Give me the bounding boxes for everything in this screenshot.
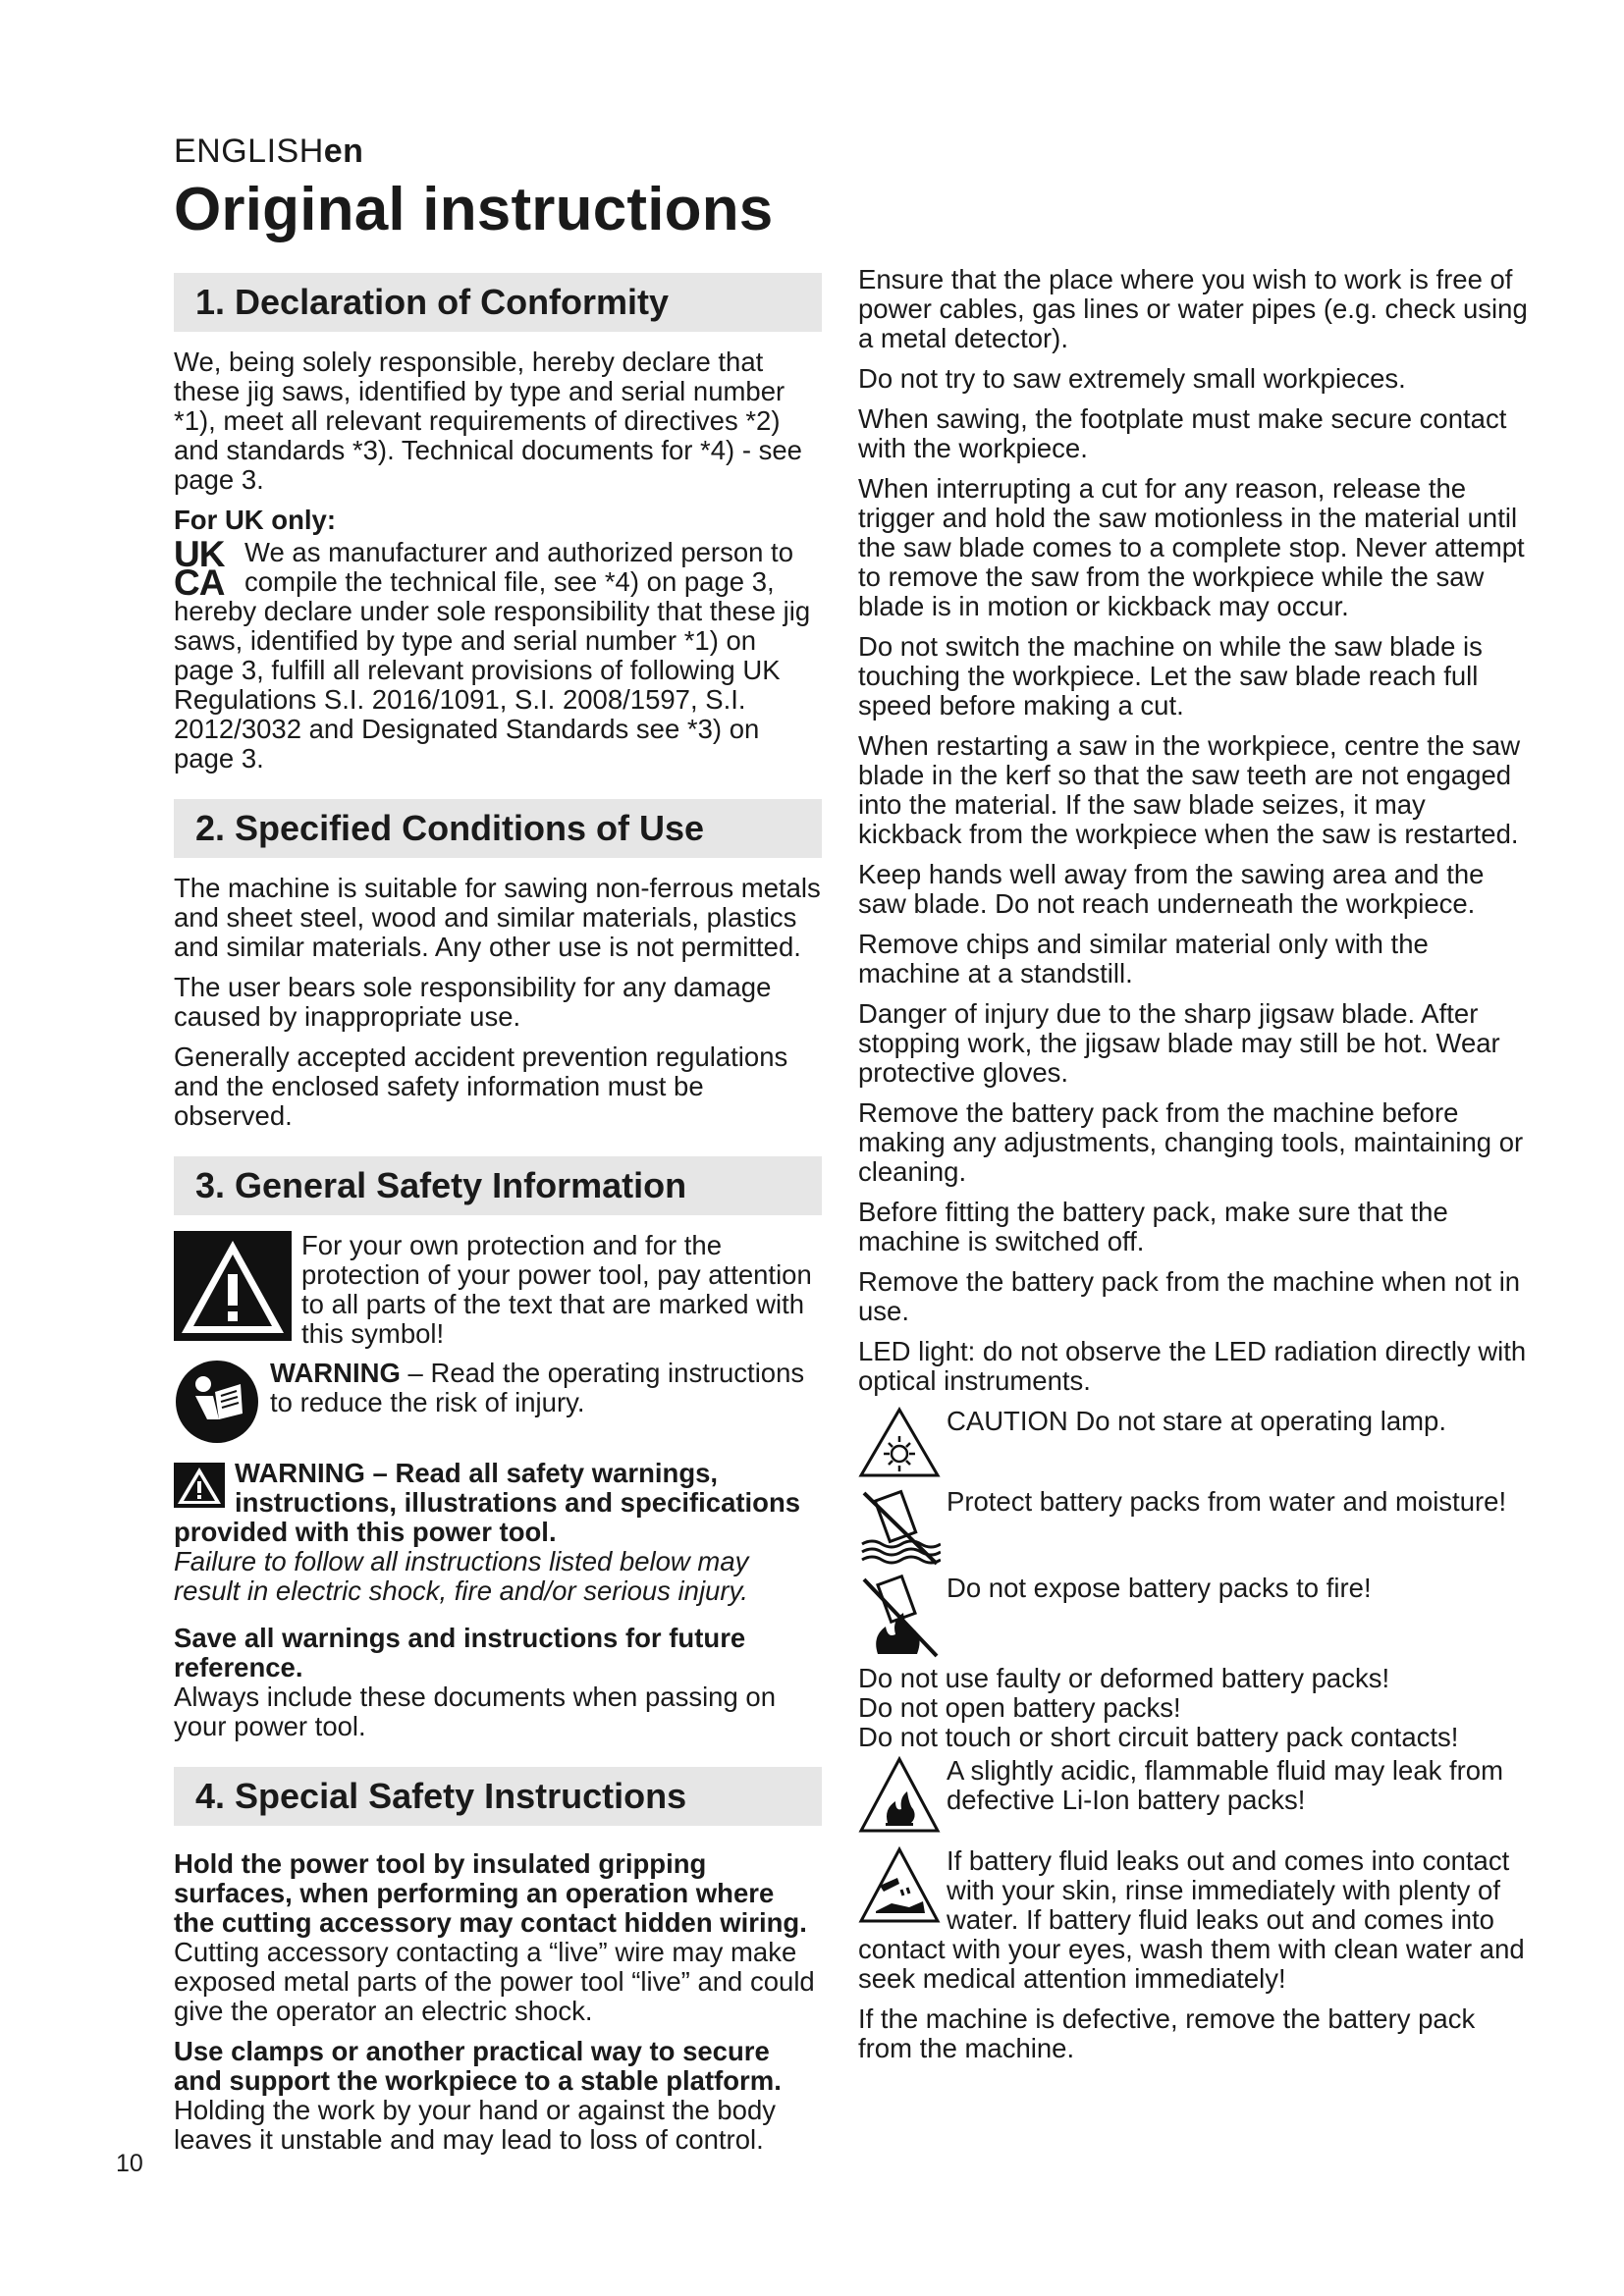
read-all-warnings-text: WARNING – Read all safety warnings, instructions, illustrations and specifications provided with this power tool. xyxy=(174,1458,801,1547)
clamps-heading: Use clamps or another practical way to secure and support the workpiece to a stable platform. xyxy=(174,2036,782,2096)
uk-paragraph xyxy=(174,534,822,774)
caution-lamp-text: CAUTION Do not stare at operating lamp. xyxy=(947,1406,1446,1436)
language-name: ENGLISH xyxy=(174,133,324,170)
safety-text-r9: Danger of injury due to the sharp jigsaw blade. After stopping work, the jigsaw blade may still be hot. Wear protective gloves. xyxy=(858,998,1500,1088)
conformity-text: We, being solely responsible, hereby declare that these jig saws, identified by type and serial number *1), meet all relevant requirements of directives *2) and standards *3). Technical documents for *4) - see page 3. xyxy=(174,347,802,495)
attention-symbol-row xyxy=(174,1231,822,1349)
acid-row xyxy=(858,1756,1536,1839)
safety-text-r11: Before fitting the battery pack, make sure that the machine is switched off. xyxy=(858,1197,1448,1256)
conditions-text-1: The machine is suitable for sawing non-ferrous metals and sheet steel, wood and similar materials, plastics and similar materials. Any other use is not permitted. xyxy=(174,873,821,962)
safety-text-r1: Ensure that the place where you wish to work is free of power cables, gas lines or water pipes (e.g. check using a metal detector). xyxy=(858,264,1528,353)
save-instructions-paragraph xyxy=(174,1624,822,1741)
page-number: 10 xyxy=(116,2150,143,2177)
ukca-mark-top: UK xyxy=(174,534,225,574)
flammable-warning-icon xyxy=(858,1756,941,1835)
uk-declaration-text: We as manufacturer and authorized person to compile the technical file, see *4) on page 3, hereby declare under sole responsibility that these jig saws, identified by type and serial number *1) on page 3, fulfill all relevant provisions of following UK Regulations S.I. 2016/1091, S.I. 2008/1597, S.I. 2012/3032 and Designated Standards see *3) on page 3. xyxy=(174,537,811,774)
right-column xyxy=(858,265,1536,2074)
uk-only-heading: For UK only: xyxy=(174,505,336,535)
safety-text-r10: Remove the battery pack from the machine before making any adjustments, changing tools, maintaining or cleaning. xyxy=(858,1097,1524,1187)
save-instructions-text: Always include these documents when passing on your power tool. xyxy=(174,1682,777,1741)
insulated-grip-paragraph xyxy=(174,1849,822,2026)
faulty-pack-text: Do not use faulty or deformed battery packs! xyxy=(858,1663,1390,1693)
clamps-paragraph xyxy=(174,2037,822,2155)
conditions-text-3: Generally accepted accident prevention regulations and the enclosed safety information must be observed. xyxy=(174,1041,788,1131)
read-manual-warning-label: WARNING xyxy=(270,1358,401,1388)
read-manual-warning-text: – Read the operating instructions to reduce the risk of injury. xyxy=(270,1358,805,1417)
safety-text-r2: Do not try to saw extremely small workpieces. xyxy=(858,363,1406,394)
section-heading-special-safety: 4. Special Safety Instructions xyxy=(174,1767,822,1826)
no-water-icon xyxy=(858,1487,941,1568)
open-pack-text: Do not open battery packs! xyxy=(858,1692,1181,1723)
water-row xyxy=(858,1487,1536,1570)
small-warning-icon xyxy=(174,1463,225,1508)
water-text: Protect battery packs from water and moisture! xyxy=(947,1486,1507,1517)
section-heading-conformity: 1. Declaration of Conformity xyxy=(174,273,822,332)
safety-warning-paragraph xyxy=(174,1459,822,1606)
insulated-grip-text: Cutting accessory contacting a “live” wire may make exposed metal parts of the power tool “live” and could give the operator an electric shock. xyxy=(174,1937,815,2026)
read-manual-icon xyxy=(174,1359,260,1445)
safety-text-r7: Keep hands well away from the sawing area and the saw blade. Do not reach underneath the workpiece. xyxy=(858,859,1485,919)
language-label xyxy=(174,133,363,171)
safety-text-r6: When restarting a saw in the workpiece, centre the saw blade in the kerf so that the saw teeth are not engaged into the material. If the saw blade seizes, it may kickback from the workpiece when the saw is restarted. xyxy=(858,730,1521,849)
warning-triangle-icon xyxy=(174,1231,292,1341)
no-fire-icon xyxy=(858,1574,941,1660)
caution-lamp-row xyxy=(858,1407,1536,1483)
ukca-mark-bottom: CA xyxy=(174,562,225,603)
read-manual-text xyxy=(270,1359,822,1417)
section-heading-general-safety: 3. General Safety Information xyxy=(174,1156,822,1215)
safety-text-r5: Do not switch the machine on while the saw blade is touching the workpiece. Let the saw blade reach full speed before making a cut. xyxy=(858,631,1483,721)
conditions-text-2: The user bears sole responsibility for any damage caused by inappropriate use. xyxy=(174,972,772,1032)
language-code: en xyxy=(323,133,364,170)
left-column xyxy=(174,273,822,2165)
fire-row xyxy=(858,1574,1536,1664)
defect-text: If the machine is defective, remove the battery pack from the machine. xyxy=(858,2003,1476,2063)
ukca-mark-icon xyxy=(174,534,239,603)
section-heading-conditions: 2. Specified Conditions of Use xyxy=(174,799,822,858)
safety-text-r3: When sawing, the footplate must make secure contact with the workpiece. xyxy=(858,403,1507,463)
read-manual-row xyxy=(174,1359,822,1445)
save-instructions-heading: Save all warnings and instructions for future reference. xyxy=(174,1623,746,1682)
acid-text: A slightly acidic, flammable fluid may leak from defective Li-Ion battery packs! xyxy=(947,1755,1504,1815)
clamps-text: Holding the work by your hand or against the body leaves it unstable and may lead to loss of control. xyxy=(174,2095,777,2155)
safety-text-r8: Remove chips and similar material only with the machine at a standstill. xyxy=(858,929,1429,988)
safety-text-r12: Remove the battery pack from the machine when not in use. xyxy=(858,1266,1521,1326)
failure-warning-text: Failure to follow all instructions listed below may result in electric shock, fire and/or serious injury. xyxy=(174,1546,749,1606)
insulated-grip-heading: Hold the power tool by insulated gripping surfaces, when performing an operation where the cutting accessory may contact hidden wiring. xyxy=(174,1848,807,1938)
fire-text: Do not expose battery packs to fire! xyxy=(947,1573,1372,1603)
corrosive-warning-icon xyxy=(858,1846,941,1925)
leak-paragraph xyxy=(858,1846,1536,1994)
page-title: Original instructions xyxy=(174,176,774,243)
contacts-text: Do not touch or short circuit battery pack contacts! xyxy=(858,1722,1459,1752)
safety-text-r4: When interrupting a cut for any reason, release the trigger and hold the saw motionless in the material until the saw blade comes to a complete stop. Never attempt to remove the saw from the workpiece while the saw blade is in motion or kickback may occur. xyxy=(858,473,1525,621)
safety-text-r13: LED light: do not observe the LED radiation directly with optical instruments. xyxy=(858,1336,1527,1396)
leak-text: If battery fluid leaks out and comes into contact with your skin, rinse immediately with plenty of water. If battery fluid leaks out and comes into contact with your eyes, wash them with clean water and seek medical attention immediately! xyxy=(858,1845,1525,1994)
led-radiation-warning-icon xyxy=(858,1407,941,1479)
attention-symbol-text: For your own protection and for the protection of your power tool, pay attention to all parts of the text that are marked with this symbol! xyxy=(301,1230,812,1349)
